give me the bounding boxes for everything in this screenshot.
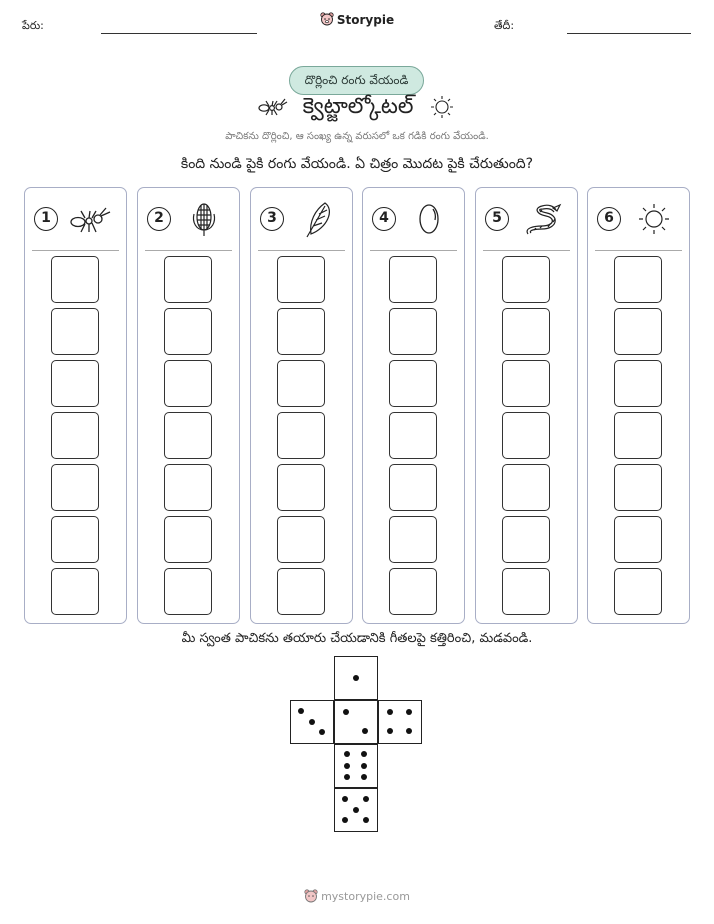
date-label: తేదీ:	[494, 19, 515, 32]
color-box[interactable]	[51, 256, 99, 303]
column-number: 4	[372, 207, 396, 231]
color-box[interactable]	[51, 360, 99, 407]
die-pip	[361, 763, 367, 769]
color-box[interactable]	[502, 412, 550, 459]
color-box[interactable]	[277, 360, 325, 407]
column-divider	[370, 250, 457, 251]
track-column-1	[24, 187, 127, 624]
feather-icon	[295, 200, 339, 238]
die-pip	[361, 751, 367, 757]
color-box[interactable]	[614, 308, 662, 355]
column-number: 2	[147, 207, 171, 231]
page-title	[0, 94, 714, 120]
die-pip	[363, 817, 369, 823]
die-pip	[342, 817, 348, 823]
color-box[interactable]	[277, 568, 325, 615]
name-label: పేరు:	[22, 19, 44, 32]
color-box[interactable]	[51, 568, 99, 615]
color-box[interactable]	[51, 516, 99, 563]
color-box[interactable]	[502, 360, 550, 407]
die-face-1	[334, 656, 378, 700]
color-box[interactable]	[51, 412, 99, 459]
die-pip	[298, 708, 304, 714]
color-box[interactable]	[502, 256, 550, 303]
die-pip	[319, 729, 325, 735]
bear-logo-icon	[320, 12, 334, 26]
die-pip	[406, 728, 412, 734]
instruction: కింది నుండి పైకి రంగు వేయండి. ఏ చిత్రం మొదట పైకి చేరుతుంది?	[180, 156, 534, 172]
color-box[interactable]	[389, 464, 437, 511]
color-box[interactable]	[277, 464, 325, 511]
column-header	[138, 188, 239, 248]
column-header	[251, 188, 352, 248]
die-pip	[342, 796, 348, 802]
color-box[interactable]	[389, 256, 437, 303]
column-divider	[595, 250, 682, 251]
die-pip	[387, 709, 393, 715]
die-pip	[309, 719, 315, 725]
color-box[interactable]	[614, 464, 662, 511]
die-pip	[363, 796, 369, 802]
color-box[interactable]	[389, 360, 437, 407]
die-face-3	[290, 700, 334, 744]
column-number: 1	[34, 207, 58, 231]
color-box[interactable]	[614, 256, 662, 303]
track-column-2	[137, 187, 240, 624]
sun-icon	[428, 95, 456, 119]
date-field-line[interactable]	[567, 33, 691, 34]
footer-url[interactable]: mystorypie.com	[321, 890, 410, 903]
color-box[interactable]	[614, 516, 662, 563]
color-box[interactable]	[502, 516, 550, 563]
die-pip	[344, 763, 350, 769]
column-number: 3	[260, 207, 284, 231]
column-divider	[258, 250, 345, 251]
color-box[interactable]	[51, 464, 99, 511]
color-box[interactable]	[389, 516, 437, 563]
column-number: 6	[597, 207, 621, 231]
column-header	[25, 188, 126, 248]
die-face-6	[334, 744, 378, 788]
color-box[interactable]	[389, 308, 437, 355]
color-box[interactable]	[164, 516, 212, 563]
column-divider	[32, 250, 119, 251]
color-box[interactable]	[389, 412, 437, 459]
die-net	[290, 656, 426, 836]
color-box[interactable]	[51, 308, 99, 355]
corn-icon	[182, 200, 226, 238]
name-field-line[interactable]	[101, 33, 257, 34]
color-box[interactable]	[277, 308, 325, 355]
die-pip	[362, 728, 368, 734]
color-box[interactable]	[277, 516, 325, 563]
column-divider	[145, 250, 232, 251]
color-box[interactable]	[502, 568, 550, 615]
color-box[interactable]	[614, 360, 662, 407]
roll-and-color-badge: దొర్లించి రంగు వేయండి	[289, 66, 424, 95]
track-column-4	[362, 187, 465, 624]
color-box[interactable]	[502, 464, 550, 511]
die-pip	[353, 807, 359, 813]
color-box[interactable]	[389, 568, 437, 615]
die-pip	[387, 728, 393, 734]
ant-icon	[69, 200, 113, 238]
color-box[interactable]	[164, 464, 212, 511]
die-pip	[344, 751, 350, 757]
color-box[interactable]	[614, 568, 662, 615]
die-pip	[406, 709, 412, 715]
bear-logo-icon	[304, 889, 318, 903]
die-pip	[343, 709, 349, 715]
column-number: 5	[485, 207, 509, 231]
cut-instruction: మీ స్వంత పాచికను తయారు చేయడానికి గీతలపై కత్తిరించి, మడవండి.	[181, 631, 533, 646]
color-box[interactable]	[164, 412, 212, 459]
serpent-icon	[520, 200, 564, 238]
title-text: క్వెట్జాల్కోటల్	[302, 94, 414, 119]
egg-icon	[407, 200, 451, 238]
die-face-2	[334, 700, 378, 744]
color-box[interactable]	[614, 412, 662, 459]
die-face-4	[378, 700, 422, 744]
column-divider	[483, 250, 570, 251]
sun-icon	[632, 200, 676, 238]
color-box[interactable]	[164, 256, 212, 303]
column-header	[476, 188, 577, 248]
column-header	[363, 188, 464, 248]
brand-name: Storypie	[336, 13, 395, 27]
color-box[interactable]	[164, 360, 212, 407]
column-header	[588, 188, 689, 248]
die-pip	[353, 675, 359, 681]
die-face-5	[334, 788, 378, 832]
die-pip	[344, 774, 350, 780]
color-box[interactable]	[164, 568, 212, 615]
ant-icon	[258, 97, 288, 117]
track-column-5	[475, 187, 578, 624]
die-pip	[361, 774, 367, 780]
color-box[interactable]	[277, 412, 325, 459]
footer	[0, 889, 714, 903]
color-box[interactable]	[502, 308, 550, 355]
color-box[interactable]	[164, 308, 212, 355]
subtitle: పాచికను దొర్లించి, ఆ సంఖ్య ఉన్న వరుసలో ఒక గడికి రంగు వేయండి.	[225, 131, 489, 142]
brand-logo	[0, 12, 714, 27]
track-column-3	[250, 187, 353, 624]
color-box[interactable]	[277, 256, 325, 303]
track-column-6	[587, 187, 690, 624]
